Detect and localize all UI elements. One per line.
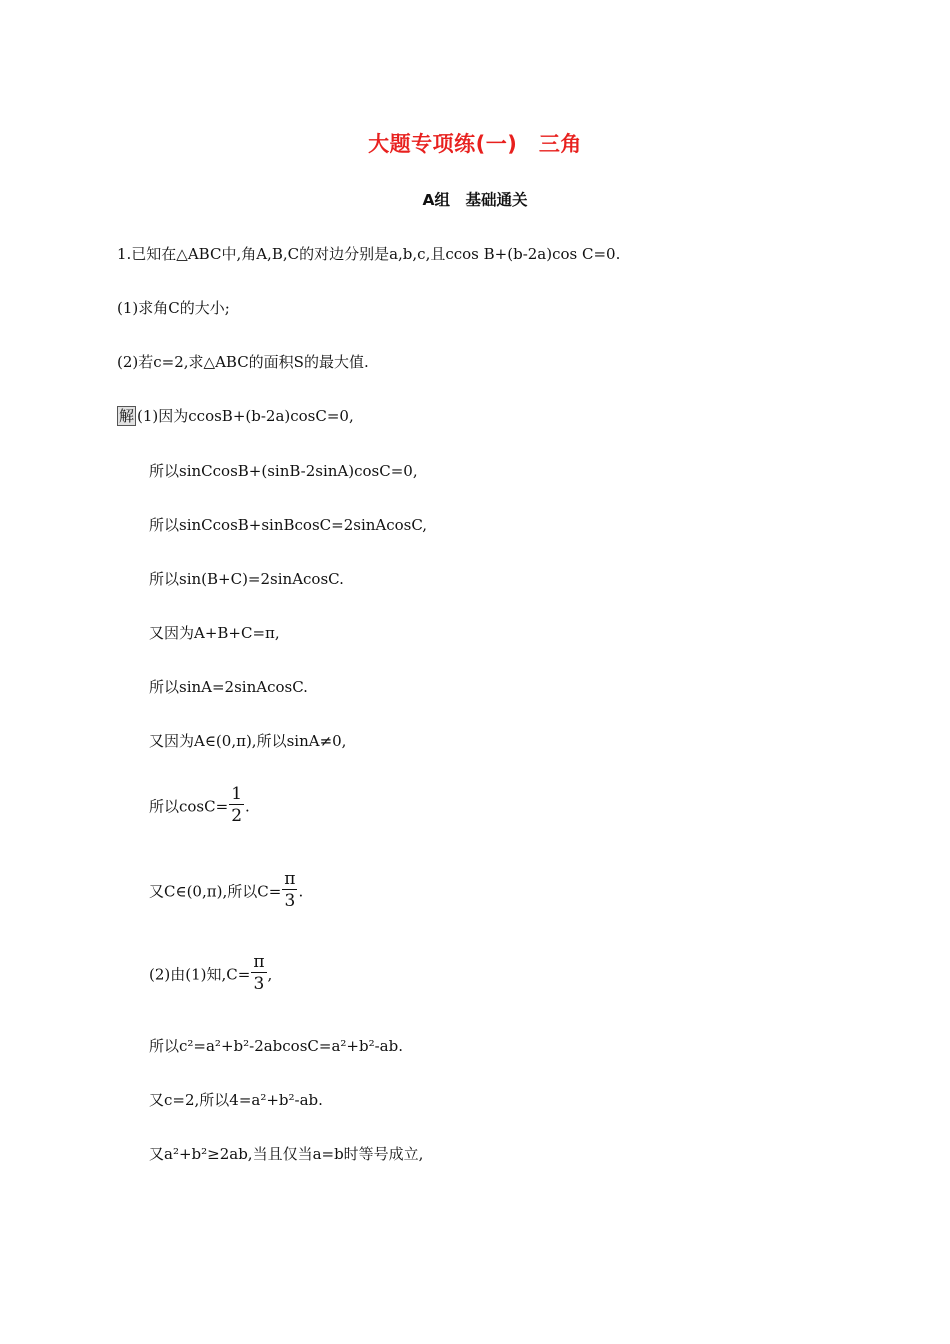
solution-step-4: 所以sin(B+C)=2sinAcosC. (149, 570, 344, 588)
page-title: 大题专项练(一) 三角 (368, 132, 582, 156)
problem-part-2: (2)若c=2,求△ABC的面积S的最大值. (117, 353, 369, 371)
section-subtitle: A组 基础通关 (422, 191, 528, 209)
step-8-prefix: 所以cosC= (149, 797, 229, 816)
fraction-numerator: π (284, 869, 296, 889)
fraction-pi-over-3 (282, 869, 297, 912)
solution-step-7: 又因为A∈(0,π),所以sinA≠0, (149, 732, 347, 750)
fraction-denominator: 3 (284, 891, 296, 911)
step-10-prefix: (2)由(1)知,C= (149, 965, 251, 984)
fraction-pi-over-3 (251, 952, 266, 995)
solution-step-3: 所以sinCcosB+sinBcosC=2sinAcosC, (149, 516, 428, 534)
fraction-one-half (229, 784, 244, 827)
step-9-suffix: . (298, 882, 304, 901)
solution-badge: 解 (119, 407, 135, 425)
solution-step-8 (149, 786, 250, 829)
fraction-denominator: 3 (253, 974, 265, 994)
step-8-suffix: . (245, 797, 250, 816)
step-9-prefix: 又C∈(0,π),所以C= (149, 882, 282, 901)
solution-step-5: 又因为A+B+C=π, (149, 624, 280, 642)
problem-statement: 1.已知在△ABC中,角A,B,C的对边分别是a,b,c,且ccos B+(b-2a)cos C=0. (117, 245, 621, 263)
solution-step-12: 又c=2,所以4=a²+b²-ab. (149, 1091, 323, 1109)
fraction-numerator: π (253, 952, 265, 972)
solution-step-2: 所以sinCcosB+(sinB-2sinA)cosC=0, (149, 462, 418, 480)
fraction-numerator: 1 (231, 784, 243, 804)
solution-step-9 (149, 871, 303, 914)
step-10-suffix: , (267, 965, 273, 984)
solution-step-11: 所以c²=a²+b²-2abcosC=a²+b²-ab. (149, 1037, 403, 1055)
solution-step-1-text: (1)因为ccosB+(b-2a)cosC=0, (137, 407, 354, 425)
problem-part-1: (1)求角C的大小; (117, 299, 230, 317)
solution-step-6: 所以sinA=2sinAcosC. (149, 678, 308, 696)
solution-step-1 (117, 406, 354, 426)
solution-step-13: 又a²+b²≥2ab,当且仅当a=b时等号成立, (149, 1145, 424, 1163)
solution-step-10 (149, 954, 272, 997)
fraction-denominator: 2 (231, 806, 243, 826)
